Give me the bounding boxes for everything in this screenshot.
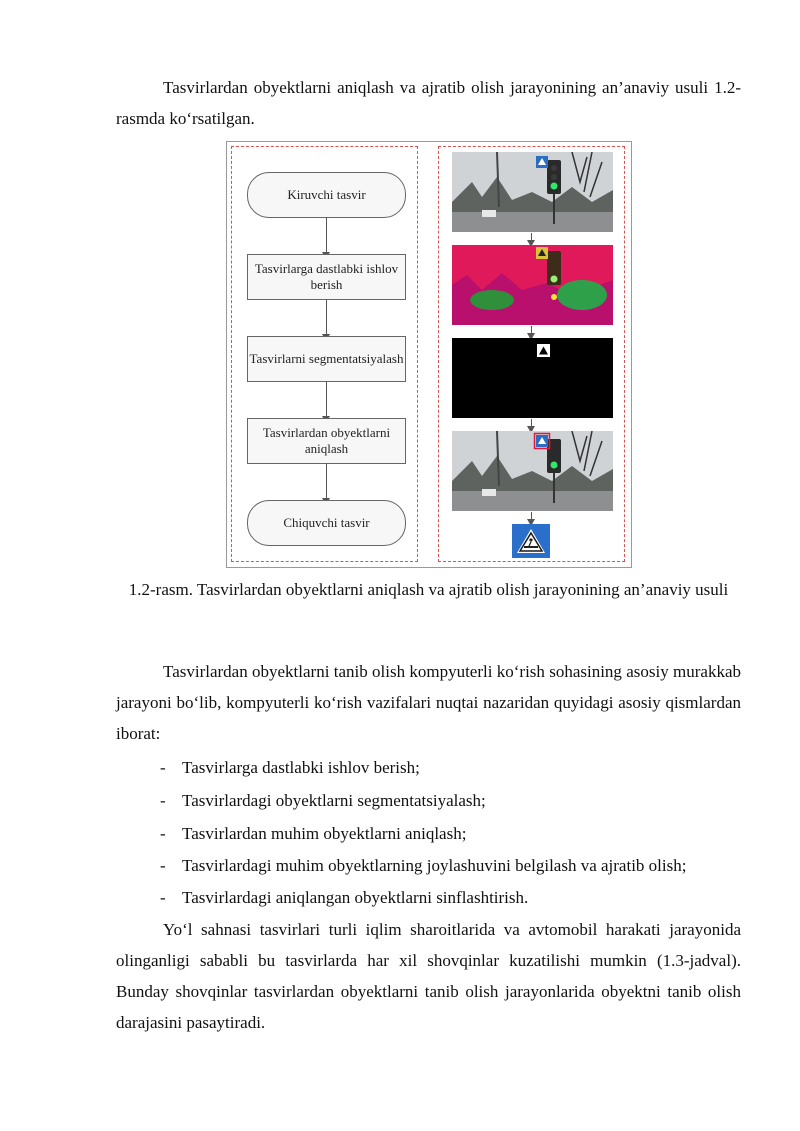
list-item-text: Tasvirlardan muhim obyektlarni aniqlash; (182, 824, 467, 843)
image-panel (438, 146, 625, 562)
flow-arrow (326, 381, 327, 417)
input-street-image (452, 152, 613, 232)
image-arrow (531, 233, 532, 241)
image-arrow (531, 326, 532, 334)
list-item-text: Tasvirlardagi obyektlarni segmentatsiyalash; (182, 791, 486, 810)
list-item-text: Tasvirlardagi muhim obyektlarning joylashuvini belgilash va ajratib olish; (182, 856, 687, 875)
list-item (160, 850, 686, 881)
list-item-text: Tasvirlarga dastlabki ishlov berish; (182, 758, 420, 777)
image-arrow (531, 512, 532, 520)
bullet-marker: - (160, 824, 166, 843)
flow-arrow (326, 463, 327, 499)
list-item (160, 785, 486, 816)
flow-node-preprocess: Tasvirlarga dastlabki ishlov berish (247, 254, 406, 300)
flowchart-panel (231, 146, 418, 562)
flow-node-input: Kiruvchi tasvir (247, 172, 406, 218)
image-arrow (531, 419, 532, 427)
figure-1-2 (226, 141, 632, 568)
flow-arrow (326, 217, 327, 253)
output-sign-image (512, 524, 550, 558)
flow-node-output: Chiquvchi tasvir (247, 500, 406, 546)
body-paragraph-3: Yo‘l sahnasi tasvirlari turli iqlim sharoitlarida va avtomobil harakati jarayonida olinganligi sababli bu tasvirlarda har xil shovqinlar kuzatilishi mumkin (1.3-jadval). Bunday shovqinlar tasvirlardan obyektlarni tanib olish jarayonlarida obyektni tanib olish darajasini pasaytiradi. (116, 920, 741, 1032)
bullet-marker: - (160, 856, 166, 875)
figure-caption: 1.2-rasm. Tasvirlardan obyektlarni aniqlash va ajratib olish jarayonining an’anaviy usuli (128, 580, 729, 599)
body-paragraph-2: Tasvirlardan obyektlarni tanib olish kompyuterli ko‘rish sohasining asosiy murakkab jarayoni bo‘lib, kompyuterli ko‘rish vazifalari nuqtai nazaridan quyidagi asosiy qismlardan iborat: (116, 662, 741, 743)
list-item (160, 752, 420, 783)
segmented-image (452, 338, 613, 418)
detection-image (452, 431, 613, 511)
preprocessed-image (452, 245, 613, 325)
flow-arrow (326, 299, 327, 335)
bullet-marker: - (160, 758, 166, 777)
list-item (160, 818, 466, 849)
list-item (160, 882, 528, 913)
intro-paragraph: Tasvirlardan obyektlarni aniqlash va ajratib olish jarayonining an’anaviy usuli 1.2-rasmda ko‘rsatilgan. (116, 78, 741, 128)
flow-node-segment: Tasvirlarni segmentatsiyalash (247, 336, 406, 382)
bullet-marker: - (160, 888, 166, 907)
bullet-marker: - (160, 791, 166, 810)
list-item-text: Tasvirlardagi aniqlangan obyektlarni sinflashtirish. (182, 888, 529, 907)
flow-node-detect: Tasvirlardan obyektlarni aniqlash (247, 418, 406, 464)
